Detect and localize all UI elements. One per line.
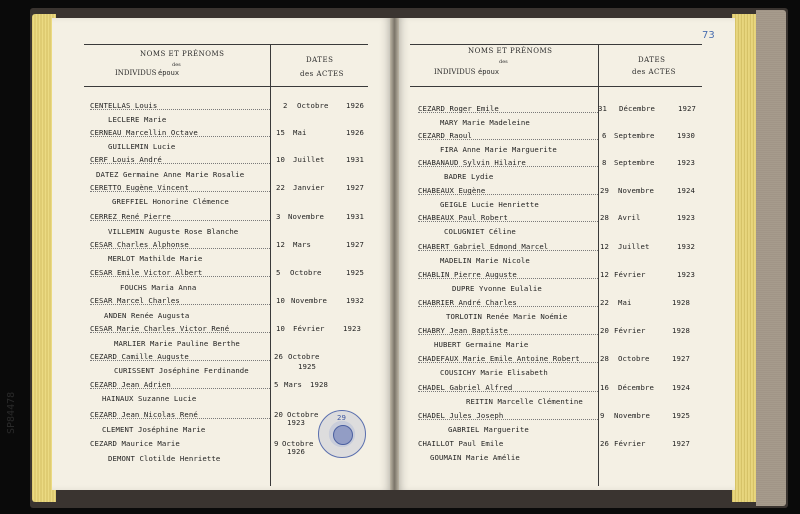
entry-name: CHABANAUD Sylvin Hilaire [418, 158, 526, 167]
entry-name: CEZARD Jean Nicolas René [90, 410, 198, 419]
entry-name: CENTELLAS Louis [90, 101, 158, 110]
entry-month: Février [614, 326, 646, 335]
entry-name: CERF Louis André [90, 155, 162, 164]
entry-spouse: LECLERE Marie [108, 115, 167, 124]
entry-name: CERNEAU Marcellin Octave [90, 128, 198, 137]
entry-day: 28 [600, 354, 609, 363]
entry-spouse: COLUGNIET Céline [444, 227, 516, 236]
entry-divider [418, 221, 598, 222]
book-cover-right [756, 10, 786, 506]
header-des-right: des [499, 59, 508, 65]
entry-spouse: GEIGLE Lucie Henriette [440, 200, 539, 209]
entry-year: 1928 [672, 326, 690, 335]
entry-divider [90, 248, 270, 249]
entry-month: Avril [618, 213, 641, 222]
entry-year: 1923 [677, 213, 695, 222]
entry-year: 1925 [298, 362, 316, 371]
entry-day: 2 [283, 101, 288, 110]
entry-name: CEZARD Raoul [418, 131, 472, 140]
entry-day: 12 [276, 240, 285, 249]
entry-spouse: BADRE Lydie [444, 172, 494, 181]
entry-month: Mai [293, 128, 307, 137]
entry-divider [90, 360, 270, 361]
entry-divider [90, 332, 270, 333]
entry-day: 3 [276, 212, 281, 221]
entry-month: Octobre [618, 354, 650, 363]
entry-year: 1926 [287, 447, 305, 456]
header-individus-right: INDIVIDUS [434, 68, 476, 76]
entry-month: Juillet [618, 242, 650, 251]
entry-month: Septembre [614, 158, 655, 167]
entry-divider [90, 418, 270, 419]
header-individus-left: INDIVIDUS [115, 69, 157, 77]
entry-month: Novembre [291, 296, 327, 305]
entry-month: Octobre [288, 352, 320, 361]
header-top-rule-left [84, 44, 368, 45]
entry-spouse: FOUCHS Maria Anna [120, 283, 197, 292]
entry-year: 1924 [672, 383, 690, 392]
entry-month: Mai [618, 298, 632, 307]
entry-day: 15 [276, 128, 285, 137]
dates-column-rule-left [270, 44, 271, 486]
entry-day: 26 [600, 439, 609, 448]
stamp-emblem-icon [333, 425, 353, 445]
entry-name: CESAR Emile Victor Albert [90, 268, 203, 277]
entry-spouse: CURISSENT Joséphine Ferdinande [114, 366, 249, 375]
entry-name: CEZARD Roger Emile [418, 104, 499, 113]
entry-month: Janvier [293, 183, 325, 192]
entry-year: 1932 [677, 242, 695, 251]
entry-year: 1923 [677, 158, 695, 167]
entry-year: 1924 [677, 186, 695, 195]
entry-spouse: MARY Marie Madeleine [440, 118, 530, 127]
entry-year: 1926 [346, 101, 364, 110]
entry-day: 12 [600, 270, 609, 279]
entry-month: Octobre [282, 439, 314, 448]
entry-year: 1927 [678, 104, 696, 113]
entry-divider [90, 276, 270, 277]
entry-year: 1923 [287, 418, 305, 427]
entry-divider [418, 194, 598, 195]
entry-spouse: ANDEN Renée Augusta [104, 311, 190, 320]
header-names-title-left: NOMS ET PRÉNOMS [140, 50, 225, 58]
header-top-rule-right [410, 44, 702, 45]
entry-month: Octobre [297, 101, 329, 110]
entry-day: 20 [274, 410, 283, 419]
entry-day: 9 [600, 411, 605, 420]
entry-spouse: GOUMAIN Marie Amélie [430, 453, 520, 462]
entry-divider [418, 250, 598, 251]
entry-name: CHAILLOT Paul Emile [418, 439, 504, 448]
entry-month: Juillet [293, 155, 325, 164]
entry-divider [90, 109, 270, 110]
archive-stamp [318, 410, 366, 458]
entry-month: Décembre [619, 104, 655, 113]
entry-day: 10 [276, 324, 285, 333]
entry-year: 1927 [672, 439, 690, 448]
entry-spouse: GREFFIEL Honorine Clémence [112, 197, 229, 206]
entry-name: CHABRIER André Charles [418, 298, 517, 307]
entry-month: Novembre [288, 212, 324, 221]
entry-divider [90, 388, 270, 389]
entry-divider [418, 306, 598, 307]
entry-name: CHADEL Jules Joseph [418, 411, 504, 420]
entry-divider [418, 419, 598, 420]
entry-day: 28 [600, 213, 609, 222]
entry-day: 10 [276, 155, 285, 164]
entry-name: CESAR Charles Alphonse [90, 240, 189, 249]
entry-day: 29 [600, 186, 609, 195]
entry-year: 1931 [346, 155, 364, 164]
entry-month: Février [614, 439, 646, 448]
entry-spouse: REITIN Marcelle Clémentine [466, 397, 583, 406]
entry-year: 1927 [346, 240, 364, 249]
entry-day: 5 [274, 380, 279, 389]
entry-name: CHABRY Jean Baptiste [418, 326, 508, 335]
archive-reference-code: SP84478 [6, 391, 17, 434]
entry-divider [418, 112, 598, 113]
entry-month: Septembre [614, 131, 655, 140]
entry-year: 1928 [672, 298, 690, 307]
book-gutter [390, 18, 399, 490]
entry-name: CEZARD Maurice Marie [90, 439, 180, 448]
entry-divider [418, 166, 598, 167]
entry-month: Février [614, 270, 646, 279]
entry-name: CEZARD Jean Adrien [90, 380, 171, 389]
entry-divider [418, 278, 598, 279]
entry-name: CHADEFAUX Marie Emile Antoine Robert [418, 354, 580, 363]
entry-day: 8 [602, 158, 607, 167]
entry-divider [418, 391, 598, 392]
entry-year: 1930 [677, 131, 695, 140]
entry-month: Mars [284, 380, 302, 389]
entry-year: 1927 [346, 183, 364, 192]
entry-day: 26 [274, 352, 283, 361]
entry-day: 5 [276, 268, 281, 277]
entry-name: CESAR Marcel Charles [90, 296, 180, 305]
entry-name: CERETTO Eugène Vincent [90, 183, 189, 192]
header-epoux-left: époux [158, 69, 180, 77]
entry-divider [90, 136, 270, 137]
entry-year: 1927 [672, 354, 690, 363]
entry-divider [418, 334, 598, 335]
entry-day: 10 [276, 296, 285, 305]
entry-name: CESAR Marie Charles Victor René [90, 324, 230, 333]
entry-name: CERREZ René Pierre [90, 212, 171, 221]
entry-year: 1931 [346, 212, 364, 221]
entry-spouse: FIRA Anne Marie Marguerite [440, 145, 557, 154]
entry-year: 1925 [346, 268, 364, 277]
entry-year: 1923 [677, 270, 695, 279]
header-dates-right: DATES [638, 56, 666, 64]
entry-spouse: CLEMENT Joséphine Marie [102, 425, 206, 434]
entry-month: Novembre [618, 186, 654, 195]
entry-divider [90, 191, 270, 192]
entry-name: CHABLIN Pierre Auguste [418, 270, 517, 279]
entry-name: CHABEAUX Paul Robert [418, 213, 508, 222]
entry-day: 12 [600, 242, 609, 251]
entry-day: 31 [598, 104, 607, 113]
entry-month: Novembre [614, 411, 650, 420]
entry-year: 1926 [346, 128, 364, 137]
folio-number: 73 [702, 30, 715, 41]
entry-spouse: TORLOTIN Renée Marie Noémie [446, 312, 568, 321]
entry-divider [418, 139, 598, 140]
entry-month: Février [293, 324, 325, 333]
header-des-left: des [172, 62, 181, 68]
entry-year: 1923 [343, 324, 361, 333]
entry-spouse: HUBERT Germaine Marie [434, 340, 529, 349]
entry-divider [90, 304, 270, 305]
header-epoux-right: époux [478, 68, 500, 76]
entry-spouse: COUSICHY Marie Elisabeth [440, 368, 548, 377]
entry-month: Octobre [287, 410, 319, 419]
entry-spouse: GUILLEMIN Lucie [108, 142, 176, 151]
entry-day: 16 [600, 383, 609, 392]
entry-spouse: MERLOT Mathilde Marie [108, 254, 203, 263]
entry-day: 22 [276, 183, 285, 192]
entry-year: 1925 [672, 411, 690, 420]
entry-spouse: DEMONT Clotilde Henriette [108, 454, 221, 463]
entry-divider [90, 220, 270, 221]
entry-divider [90, 163, 270, 164]
entry-name: CHABERT Gabriel Edmond Marcel [418, 242, 549, 251]
entry-name: CHABEAUX Eugène [418, 186, 486, 195]
entry-spouse: MADELIN Marie Nicole [440, 256, 530, 265]
entry-month: Octobre [290, 268, 322, 277]
entry-year: 1932 [346, 296, 364, 305]
stamp-number: 29 [337, 414, 346, 422]
entry-divider [418, 362, 598, 363]
header-des-actes-left: des ACTES [300, 70, 344, 78]
header-bottom-rule-right [410, 86, 702, 87]
header-des-actes-right: des ACTES [632, 68, 676, 76]
entry-spouse: VILLEMIN Auguste Rose Blanche [108, 227, 239, 236]
header-names-title-right: NOMS ET PRÉNOMS [468, 47, 553, 55]
entry-month: Mars [293, 240, 311, 249]
entry-spouse: GABRIEL Marguerite [448, 425, 529, 434]
entry-spouse: DATEZ Germaine Anne Marie Rosalie [96, 170, 245, 179]
entry-name: CHADEL Gabriel Alfred [418, 383, 513, 392]
entry-day: 20 [600, 326, 609, 335]
entry-year: 1928 [310, 380, 328, 389]
entry-spouse: MARLIER Marie Pauline Berthe [114, 339, 240, 348]
entry-day: 6 [602, 131, 607, 140]
entry-day: 22 [600, 298, 609, 307]
entry-day: 9 [274, 439, 279, 448]
entry-name: CEZARD Camille Auguste [90, 352, 189, 361]
entry-spouse: HAINAUX Suzanne Lucie [102, 394, 197, 403]
entry-spouse: DUPRE Yvonne Eulalie [452, 284, 542, 293]
page-edges-right [732, 14, 758, 502]
entry-month: Décembre [618, 383, 654, 392]
header-dates-left: DATES [306, 56, 334, 64]
header-bottom-rule-left [84, 86, 368, 87]
